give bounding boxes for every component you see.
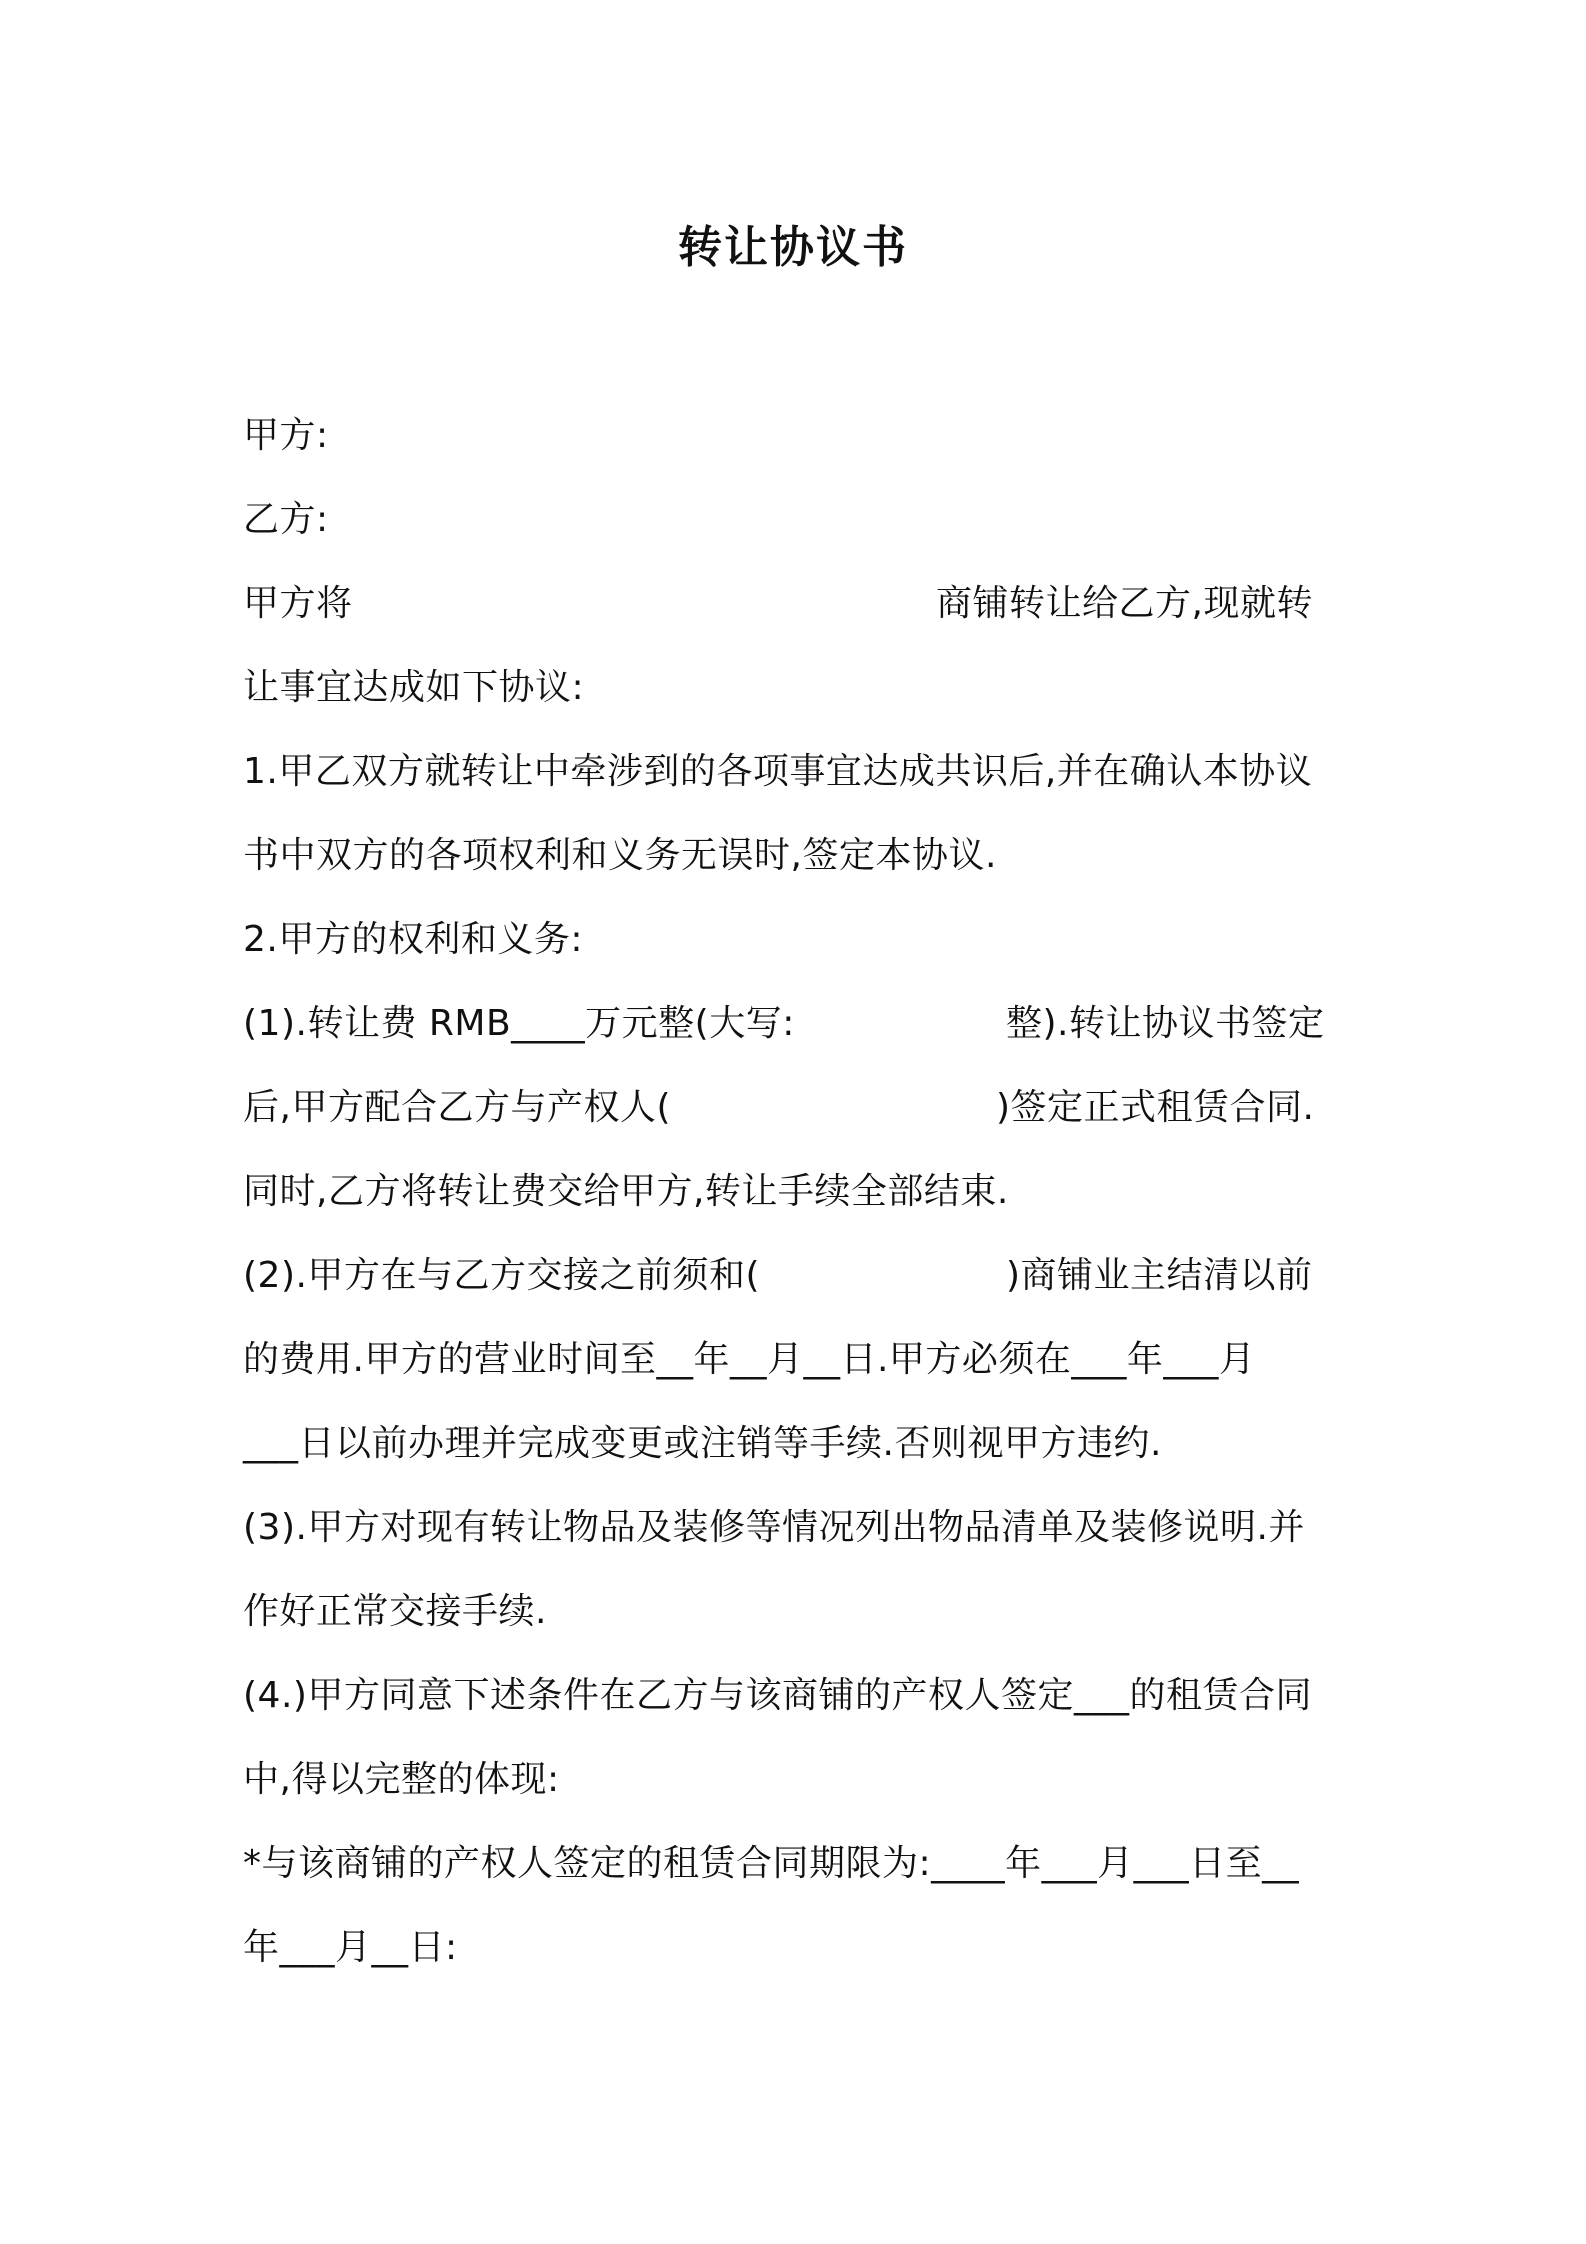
- clause-2-1-line-1-end: 整).转让协议书签定: [1006, 1003, 1325, 1044]
- transfer-intro-end: 商铺转让给乙方,现就转: [936, 583, 1313, 624]
- clause-2-4-line-2: 中,得以完整的体现:: [243, 1759, 560, 1800]
- lease-term-line-1: *与该商铺的产权人签定的租赁合同期限为:____年___月___日至__: [243, 1843, 1300, 1884]
- document-title: 转让协议书: [678, 222, 908, 273]
- clause-2-1-line-2-start: 后,甲方配合乙方与产权人(: [243, 1087, 671, 1128]
- clause-2-4-line-1: (4.)甲方同意下述条件在乙方与该商铺的产权人签定___的租赁合同: [243, 1675, 1312, 1716]
- agreement-intro-line: 让事宜达成如下协议:: [243, 667, 585, 708]
- clause-2-2-line-3: ___日以前办理并完成变更或注销等手续.否则视甲方违约.: [243, 1423, 1162, 1464]
- clause-2-3-line-2: 作好正常交接手续.: [243, 1591, 547, 1632]
- clause-1-line-2: 书中双方的各项权利和义务无误时,签定本协议.: [243, 835, 997, 876]
- clause-1-line-1: 1.甲乙双方就转让中牵涉到的各项事宜达成共识后,并在确认本协议: [243, 751, 1313, 792]
- clause-2-heading: 2.甲方的权利和义务:: [243, 919, 583, 960]
- clause-2-2-line-1-end: )商铺业主结清以前: [1006, 1255, 1313, 1296]
- party-b-line: 乙方:: [243, 499, 329, 540]
- clause-2-2-line-2: 的费用.甲方的营业时间至__年__月__日.甲方必须在___年___月: [243, 1339, 1256, 1380]
- clause-2-1-line-1-start: (1).转让费 RMB____万元整(大写:: [243, 1003, 795, 1044]
- clause-2-1-line-3: 同时,乙方将转让费交给甲方,转让手续全部结束.: [243, 1171, 1009, 1212]
- clause-2-1-line-2-end: )签定正式租赁合同.: [996, 1087, 1315, 1128]
- clause-2-3-line-1: (3).甲方对现有转让物品及装修等情况列出物品清单及装修说明.并: [243, 1507, 1305, 1548]
- lease-term-line-2: 年___月__日:: [243, 1927, 458, 1968]
- party-a-line: 甲方:: [243, 415, 329, 456]
- transfer-intro-start: 甲方将: [243, 583, 353, 624]
- clause-2-2-line-1-start: (2).甲方在与乙方交接之前须和(: [243, 1255, 760, 1296]
- transfer-intro-line: [243, 580, 353, 628]
